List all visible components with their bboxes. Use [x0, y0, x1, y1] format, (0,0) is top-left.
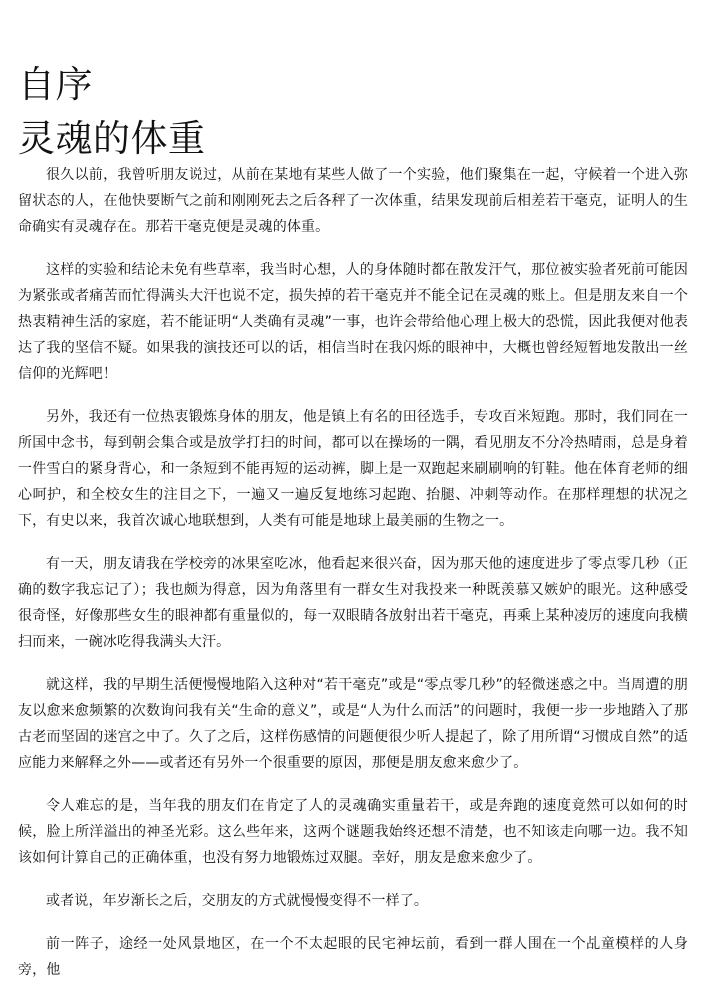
paragraph-8: 前一阵子，途经一处风景地区，在一个不太起眼的民宅神坛前，看到一群人围在一个乩童模样的人身旁，他 — [18, 936, 688, 978]
paragraph-5: 就这样，我的早期生活便慢慢地陷入这种对“若干毫克”或是“零点零几秒”的轻微迷惑之中。当周遭的朋友以愈来愈频繁的次数询问我有关“生命的意义”，或是“人为什么而活”的问题时，我便一步一步地踏入了那古老而坚固的迷宫之中了。久了之后，这样伤感情的问题便很少听人提起了，除了用所谓“习惯成自然”的适应能力来解释之外——或者还有另外一个很重要的原因，那便是朋友愈来愈少了。 — [18, 677, 688, 771]
paragraph-4: 有一天，朋友请我在学校旁的冰果室吃冰，他看起来很兴奋，因为那天他的速度进步了零点零几秒（正确的数字我忘记了）；我也颇为得意，因为角落里有一群女生对我投来一种既羡慕又嫉妒的眼光。这种感受很奇怪，好像那些女生的眼神都有重量似的，每一双眼睛各放射出若干毫克，再乘上某种凌厉的速度向我横扫而来，一碗冰吃得我满头大汗。 — [18, 556, 688, 650]
body-text — [18, 162, 688, 1000]
paragraph-1: 很久以前，我曾听朋友说过，从前在某地有某些人做了一个实验，他们聚集在一起，守候着一个进入弥留状态的人，在他快要断气之前和刚刚死去之后各秤了一次体重，结果发现前后相差若干毫克，证明人的生命确实有灵魂存在。那若干毫克便是灵魂的体重。 — [18, 167, 688, 235]
paragraph-2: 这样的实验和结论未免有些草率，我当时心想，人的身体随时都在散发汗气，那位被实验者死前可能因为紧张或者痛苦而忙得满头大汗也说不定，损失掉的若干毫克并不能全记在灵魂的账上。但是朋友来自一个热衷精神生活的家庭，若不能证明“人类确有灵魂”一事，也许会带给他心理上极大的恐慌，因此我便对他表达了我的坚信不疑。如果我的演技还可以的话，相信当时在我闪烁的眼神中，大概也曾经短暂地发散出一丝信仰的光辉吧！ — [18, 262, 688, 382]
title-line-subtitle: 灵魂的体重 — [18, 117, 206, 160]
paragraph-6: 令人难忘的是，当年我的朋友们在肯定了人的灵魂确实重量若干，或是奔跑的速度竟然可以如何的时候，脸上所洋溢出的神圣光彩。这么些年来，这两个谜题我始终还想不清楚，也不知该走向哪一边。我不知该如何计算自己的正确体重，也没有努力地锻炼过双腿。幸好，朋友是愈来愈少了。 — [18, 798, 688, 866]
title-line-preface: 自序 — [18, 63, 93, 106]
chapter-title — [18, 58, 678, 166]
paragraph-7: 或者说，年岁渐长之后，交朋友的方式就慢慢变得不一样了。 — [46, 893, 429, 909]
paragraph-3: 另外，我还有一位热衷锻炼身体的朋友，他是镇上有名的田径选手，专攻百米短跑。那时，我们同在一所国中念书，每到朝会集合或是放学打扫的时间，都可以在操场的一隅，看见朋友不分冷热晴雨，总是身着一件雪白的紧身背心，和一条短到不能再短的运动裤，脚上是一双跑起来刷刷响的钉鞋。他在体育老师的细心呵护，和全校女生的注目之下，一遍又一遍反复地练习起跑、抬腿、冲刺等动作。在那样理想的状况之下，有史以来，我首次诚心地联想到，人类有可能是地球上最美丽的生物之一。 — [18, 409, 688, 529]
